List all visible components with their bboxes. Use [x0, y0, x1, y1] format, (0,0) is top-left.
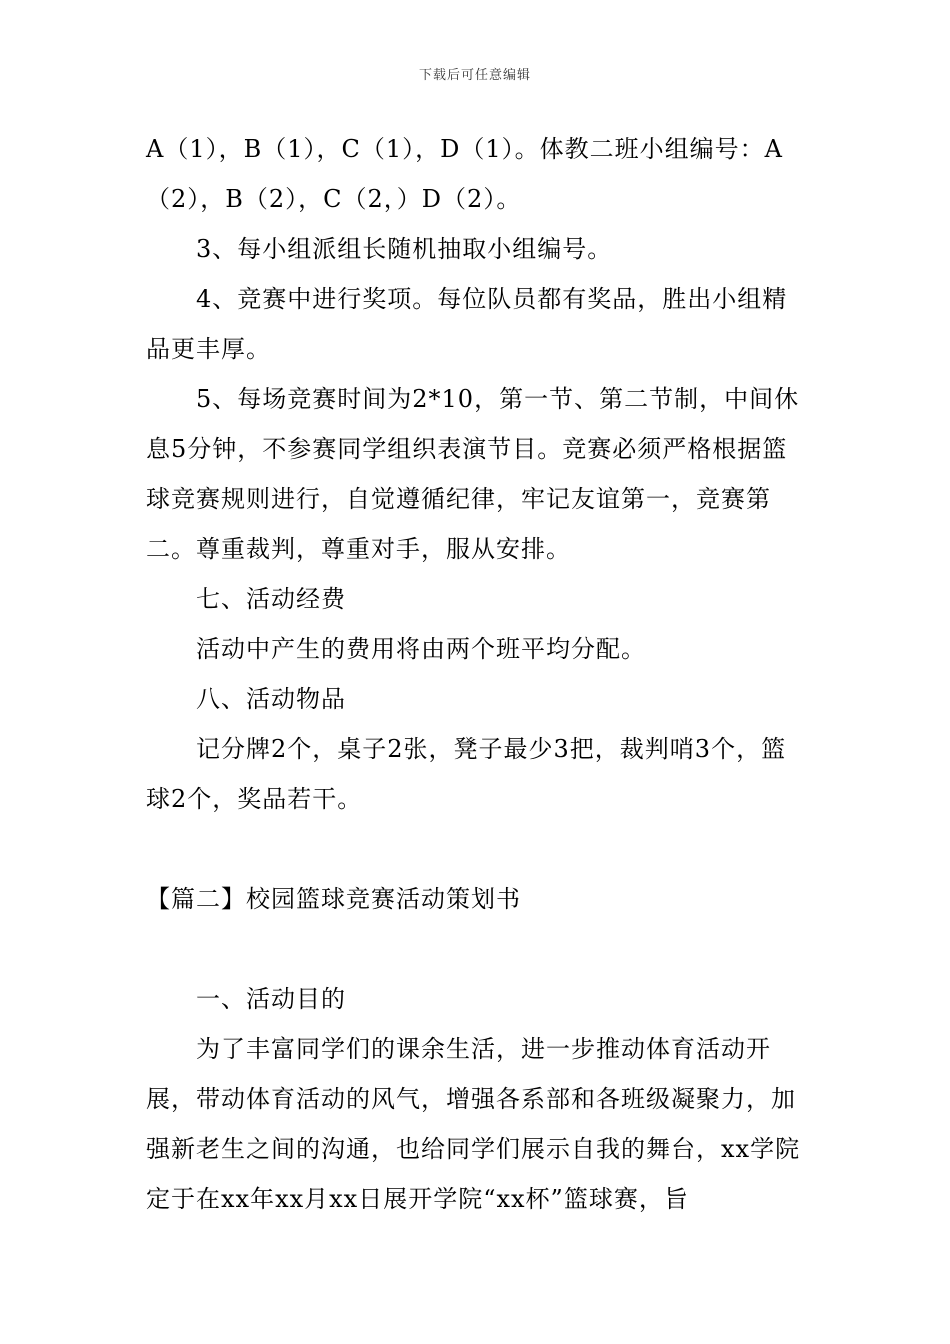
paragraph-supplies: 记分牌2个，桌子2张，凳子最少3把，裁判哨3个，篮球2个，奖品若干。 — [146, 735, 787, 813]
spacer — [146, 824, 810, 874]
paragraph-draw-codes: 3、每小组派组长随机抽取小组编号。 — [196, 235, 613, 263]
section-title: 【篇二】校园篮球竞赛活动策划书 — [146, 885, 521, 913]
heading-funding: 七、活动经费 — [196, 585, 346, 613]
heading-purpose: 一、活动目的 — [196, 985, 346, 1013]
paragraph-awards: 4、竞赛中进行奖项。每位队员都有奖品，胜出小组精品更丰厚。 — [146, 285, 788, 363]
paragraph-group-codes: A（1），B（1），C（1），D（1）。体教二班小组编号：A（2），B（2），C（2，）D（2）。 — [146, 135, 783, 213]
document-body — [146, 124, 810, 1224]
paragraph-funding: 活动中产生的费用将由两个班平均分配。 — [196, 635, 646, 663]
paragraph-match-time: 5、每场竞赛时间为2*10，第一节、第二节制，中间休息5分钟，不参赛同学组织表演节目。竞赛必须严格根据篮球竞赛规则进行，自觉遵循纪律，牢记友谊第一，竞赛第二。尊重裁判，尊重对手，服从安排。 — [146, 385, 800, 563]
spacer — [146, 924, 810, 974]
page-header-note: 下载后可任意编辑 — [418, 68, 531, 83]
paragraph-purpose: 为了丰富同学们的课余生活，进一步推动体育活动开展，带动体育活动的风气，增强各系部和各班级凝聚力，加强新老生之间的沟通，也给同学们展示自我的舞台，xx学院定于在xx年xx月xx日展开学院“xx杯”篮球赛，旨 — [146, 1035, 801, 1213]
heading-supplies: 八、活动物品 — [196, 685, 346, 713]
